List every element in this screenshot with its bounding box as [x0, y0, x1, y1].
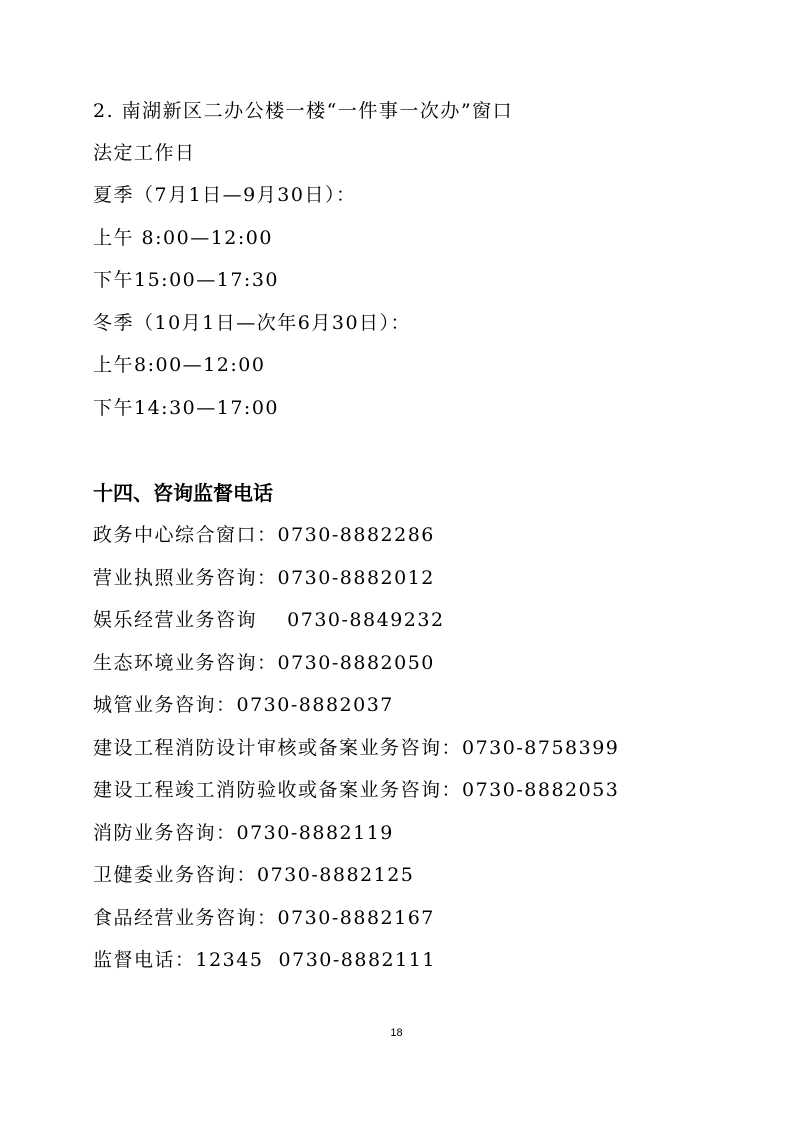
contact-line-supervision: 监督电话：12345 0730-8882111 — [93, 949, 436, 971]
contact-line-entertainment: 娱乐经营业务咨询 0730-8849232 — [93, 609, 445, 631]
hours-line-winter-morning: 上午8:00—12:00 — [93, 354, 266, 376]
hours-line-winter: 冬季（10月1日—次年6月30日）： — [93, 312, 412, 334]
contact-line-urban-management: 城管业务咨询：0730-8882037 — [93, 694, 394, 716]
hours-line-summer-afternoon: 下午15:00—17:30 — [93, 269, 280, 291]
hours-line-summer-morning: 上午 8:00—12:00 — [93, 227, 273, 249]
contact-line-business-license: 营业执照业务咨询：0730-8882012 — [93, 567, 435, 589]
contact-line-fire-acceptance: 建设工程竣工消防验收或备案业务咨询：0730-8882053 — [93, 779, 620, 801]
hours-line-summer: 夏季（7月1日—9月30日）： — [93, 184, 357, 206]
contact-line-fire-protection: 消防业务咨询：0730-8882119 — [93, 822, 394, 844]
page-number: 18 — [390, 1027, 403, 1039]
contact-line-service-center: 政务中心综合窗口：0730-8882286 — [93, 524, 435, 546]
contact-line-health-commission: 卫健委业务咨询：0730-8882125 — [93, 864, 415, 886]
contact-line-fire-design-review: 建设工程消防设计审核或备案业务咨询：0730-8758399 — [93, 737, 620, 759]
contact-line-environment: 生态环境业务咨询：0730-8882050 — [93, 652, 435, 674]
hours-line-winter-afternoon: 下午14:30—17:00 — [93, 397, 280, 419]
window-section-title: 2. 南湖新区二办公楼一楼“一件事一次办”窗口 — [93, 100, 514, 122]
hours-line-workdays: 法定工作日 — [93, 142, 196, 164]
contact-line-food-business: 食品经营业务咨询：0730-8882167 — [93, 907, 435, 929]
contact-section-heading: 十四、咨询监督电话 — [93, 481, 273, 505]
